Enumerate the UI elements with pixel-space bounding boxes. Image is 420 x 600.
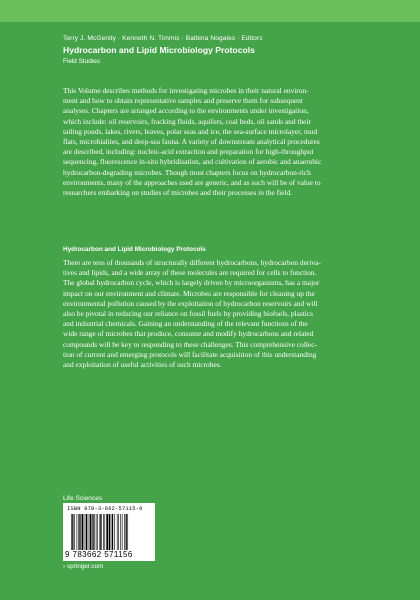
- subject-series-label: Life Sciences: [63, 495, 103, 502]
- description-line: ment and how to obtain representative samples and preserve them for subsequent: [63, 96, 303, 106]
- barcode-bar: [82, 514, 84, 550]
- barcode-bar: [106, 514, 108, 550]
- isbn-label: ISBN 978-3-662-57115-6: [67, 506, 143, 512]
- series-description-paragraph: [63, 258, 387, 370]
- barcode-bar: [112, 514, 113, 550]
- editors-line: Terry J. McGenity · Kenneth N. Timmis · Balbina Nogales · Editors: [63, 35, 263, 42]
- series-description-line: The global hydrocarbon cycle, which is largely driven by microorganisms, has a major: [63, 278, 320, 288]
- barcode-bar: [74, 514, 75, 550]
- barcode-bar: [126, 514, 127, 550]
- series-description-line: and industrial chemicals. Gaining an understanding of the relevant functions of the: [63, 319, 308, 329]
- barcode-bar: [127, 514, 128, 550]
- description-line: researchers embarking on studies of microbes and their processes in the field.: [63, 188, 293, 198]
- description-line: flats, microbialites, and deep-sea fauna. A variety of downstream analytical procedures: [63, 137, 320, 147]
- barcode-graphic: [71, 514, 151, 550]
- barcode-bar: [109, 514, 110, 550]
- barcode-bar: [90, 514, 92, 550]
- barcode-bar: [103, 514, 104, 550]
- series-description-line: tion of current and emerging protocols will facilitate acquisition of this understanding: [63, 349, 317, 359]
- description-line: analyses. Chapters are arranged according to the environments under investigation,: [63, 106, 309, 116]
- description-line: This Volume describes methods for investigating microbes in their natural environ-: [63, 86, 309, 95]
- barcode-bar: [111, 514, 112, 550]
- series-description-line: and exploitation of useful activities of such microbes.: [63, 360, 222, 370]
- barcode-bar: [118, 514, 119, 550]
- barcode-bar: [122, 514, 123, 550]
- barcode-bar: [78, 514, 79, 550]
- barcode-bar: [71, 514, 72, 550]
- series-description-line: impact on our environment and climate. Microbes are responsible for cleaning up the: [63, 288, 315, 298]
- description-line: which include: oil reservoirs, fracking fluids, aquifers, coal beds, oil sands and their: [63, 116, 311, 126]
- series-description-line: There are tens of thousands of structurally different hydrocarbons, hydrocarbon deriva-: [63, 258, 321, 267]
- top-color-band: [0, 0, 420, 22]
- description-line: hydrocarbon-degrading microbes. Though most chapters focus on hydrocarbon-rich: [63, 167, 311, 177]
- description-line: tailing ponds, lakes, rivers, leaves, polar seas and ice, the sea-surface microlayer, mud: [63, 126, 318, 136]
- barcode-bar: [96, 514, 97, 550]
- series-description-line: compounds will be key to responding to these challenges. This comprehensive collec-: [63, 339, 317, 349]
- barcode-bar: [85, 514, 86, 550]
- barcode-bar: [72, 514, 73, 550]
- book-subtitle: Field Studies: [63, 58, 100, 65]
- ean-digits: 9 783662 571156: [65, 550, 133, 559]
- book-title: Hydrocarbon and Lipid Microbiology Protocols: [63, 45, 255, 55]
- barcode-bar: [77, 514, 78, 550]
- series-description-line: also be pivotal in reducing our reliance on fossil fuels by providing biofuels, plastics: [63, 309, 313, 319]
- series-description-line: tives and lipids, and a wide array of these molecules are required for cells to function.: [63, 268, 317, 278]
- barcode-bar: [117, 514, 118, 550]
- barcode-bar: [124, 514, 125, 550]
- barcode-bar: [80, 514, 81, 550]
- barcode-bar: [120, 514, 121, 550]
- barcode-bar: [92, 514, 93, 550]
- barcode-bar: [100, 514, 101, 550]
- description-line: sequencing, fluorescence in-situ hybridisation, and cultivation of aerobic and anaerobic: [63, 157, 322, 167]
- series-description-line: environmental pollution caused by the exploitation of hydrocarbon reservoirs and will: [63, 298, 318, 308]
- barcode-bar: [97, 514, 98, 550]
- description-line: environments, many of the approaches used are generic, and as such will be of value to: [63, 177, 321, 187]
- publisher-website-link[interactable]: › springer.com: [63, 563, 104, 570]
- description-line: are described, including: nucleic-acid extraction and preparation for high-throughput: [63, 147, 314, 157]
- barcode-bar: [104, 514, 105, 550]
- barcode-bar: [101, 514, 102, 550]
- barcode-bar: [88, 514, 89, 550]
- series-heading: Hydrocarbon and Lipid Microbiology Protocols: [63, 246, 206, 253]
- isbn-barcode: [63, 503, 155, 561]
- description-paragraph: [63, 86, 387, 198]
- barcode-bar: [114, 514, 115, 550]
- barcode-bar: [86, 514, 87, 550]
- series-description-line: wide range of microbes that produce, consume and modify hydrocarbons and related: [63, 329, 314, 339]
- barcode-bar: [93, 514, 94, 550]
